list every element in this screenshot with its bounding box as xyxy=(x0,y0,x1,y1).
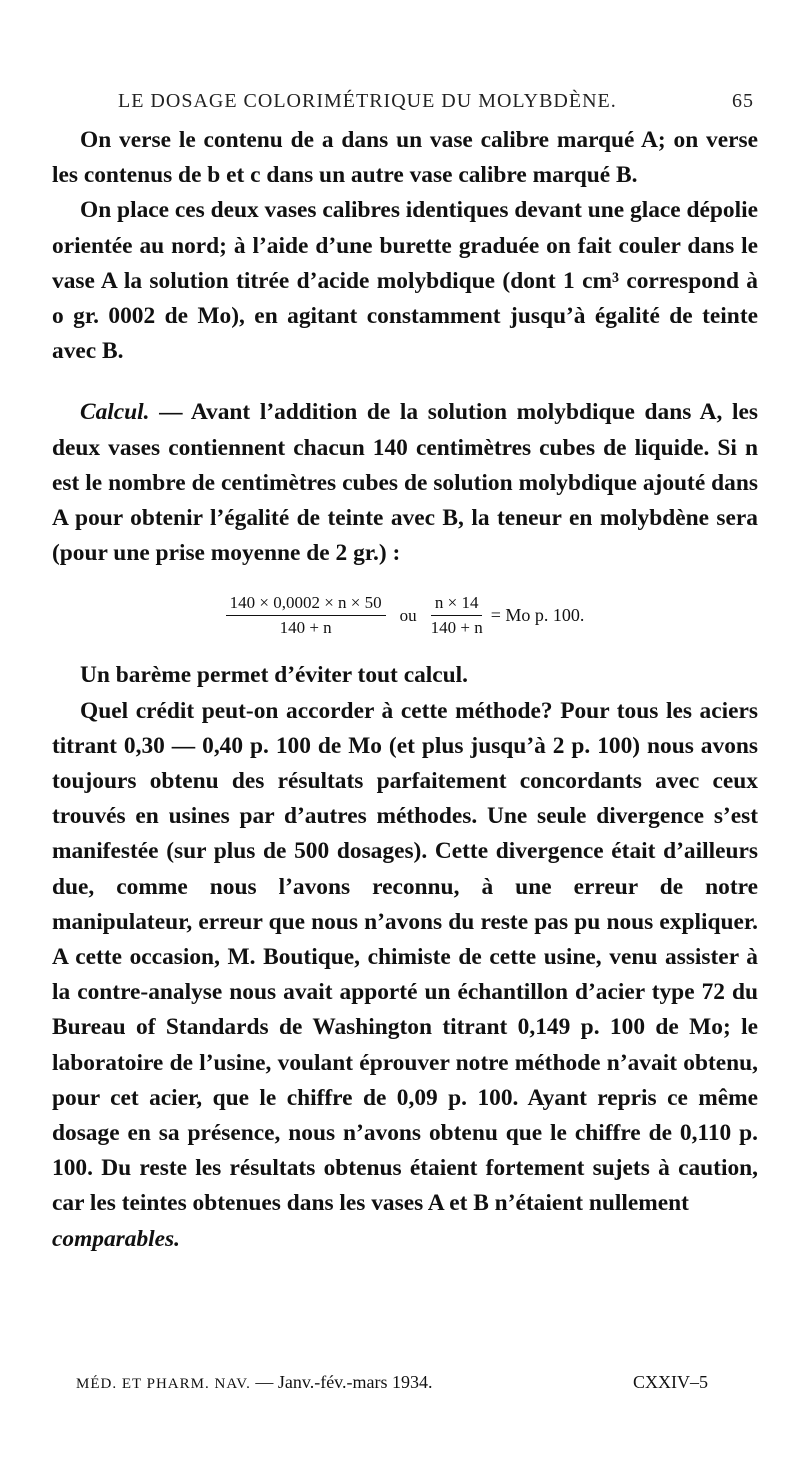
fraction-2-denominator: 140 + n xyxy=(430,618,483,638)
calcul-label: Calcul. xyxy=(80,399,150,426)
footer-signature: CXXIV–5 xyxy=(633,1372,708,1392)
footer-journal: MÉD. ET PHARM. NAV. xyxy=(76,1376,251,1392)
comparables-word: comparables. xyxy=(52,1225,180,1252)
running-head xyxy=(52,90,758,113)
paragraph-5: Quel crédit peut-on accorder à cette méthode? Pour tous les aciers titrant 0,30 — 0,40 p. 100 de Mo (et plus jusqu’à 2 p. 100) nous avons toujours obtenu des résultats parfaitement concordants avec ceux trouvés en usines par d’autres méthodes. Une seule divergence s’est manifestée (sur plus de 500 dosages). Cette divergence était d’ailleurs due, comme nous l’avons reconnu, à une erreur de notre manipulateur, erreur que nous n’avons du reste pas pu nous expliquer. A cette occasion, M. Boutique, chimiste de cette usine, venu assister à la contre-analyse nous avait apporté un échantillon d’acier type 72 du Bureau of Standards de Washington titrant 0,149 p. 100 de Mo; le laboratoire de l’usine, voulant éprouver notre méthode n’avait obtenu, pour cet acier, que le chiffre de 0,09 p. 100. Ayant repris ce même dosage en sa présence, nous n’avons obtenu que le chiffre de 0,110 p. 100. Du reste les résultats obtenus étaient fortement sujets à caution, car les teintes obtenues dans les vases A et B n’étaient nullement xyxy=(52,697,758,1217)
page-number: 65 xyxy=(732,90,754,112)
running-title: LE DOSAGE COLORIMÉTRIQUE DU MOLYBDÈNE. xyxy=(118,90,617,112)
paragraph-3 xyxy=(52,395,758,571)
page xyxy=(52,90,758,1257)
paragraph-3-text: — Avant l’addition de la solution molybdique dans A, les deux vases contiennent chacun 140 centimètres cubes de liquide. Si n est le nombre de centimètres cubes de solution molybdique ajouté dans A pour obtenir l’égalité de teinte avec B, la teneur en molybdène sera (pour une prise moyenne de 2 gr.) : xyxy=(52,399,758,567)
formula-result: = Mo p. 100. xyxy=(490,605,585,626)
footer-date: — Janv.-fév.-mars 1934. xyxy=(255,1372,433,1392)
footer-citation xyxy=(76,1372,433,1393)
paragraph-1: On verse le contenu de a dans un vase calibre marqué A; on verse les contenus de b et c dans un autre vase calibre marqué B. xyxy=(52,127,758,189)
paragraph-5-end xyxy=(52,1222,758,1257)
fraction-1 xyxy=(226,593,386,638)
fraction-2 xyxy=(431,593,483,638)
fraction-1-numerator: 140 × 0,0002 × n × 50 xyxy=(226,593,386,616)
fraction-1-denominator: 140 + n xyxy=(279,618,332,638)
paragraph-4: Un barème permet d’éviter tout calcul. xyxy=(80,662,469,689)
paragraph-2: On place ces deux vases calibres identiques devant une glace dépolie orientée au nord; à l’aide d’une burette graduée on fait couler dans le vase A la solution titrée d’acide molybdique (dont 1 cm³ correspond à o gr. 0002 de Mo), en agitant constamment jusqu’à égalité de teinte avec B. xyxy=(52,197,758,365)
footer xyxy=(76,1372,708,1393)
formula-or: ou xyxy=(399,605,417,625)
formula xyxy=(52,593,758,638)
paragraph-gap xyxy=(52,369,758,395)
fraction-2-numerator: n × 14 xyxy=(431,593,483,616)
